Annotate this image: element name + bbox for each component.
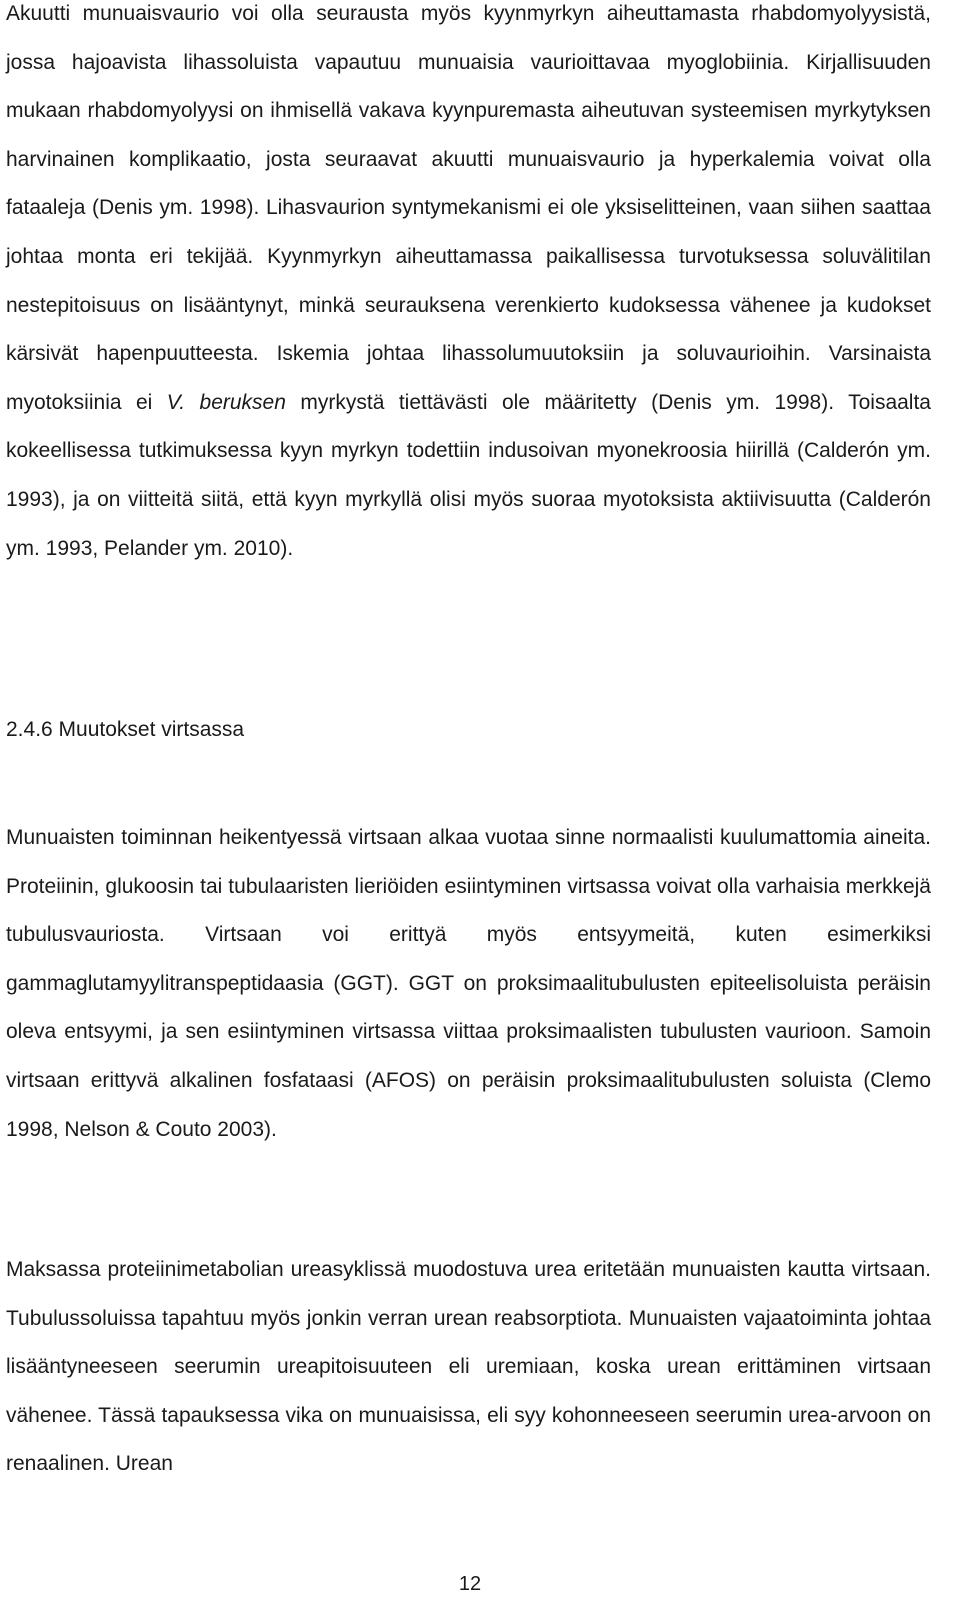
paragraph-urea: Maksassa proteiinimetabolian ureasyklissä muodostuva urea eritetään munuaisten kautta virtsaan. Tubulussoluissa tapahtuu myös jonkin verran urean reabsorptiota. Munuaisten vajaatoiminta johtaa lisääntyneeseen seerumin ureapitoisuuteen eli uremiaan, koska urean erittäminen virtsaan vähenee. Tässä tapauksessa vika on munuaisissa, eli syy kohonneeseen seerumin urea-arvoon on renaalinen. Urean — [6, 1258, 931, 1476]
paragraph-urine-changes: Munuaisten toiminnan heikentyessä virtsaan alkaa vuotaa sinne normaalisti kuulumattomia aineita. Proteiinin, glukoosin tai tubulaaristen lieriöiden esiintyminen virtsassa voivat olla varhaisia merkkejä tubulusvauriosta. Virtsaan voi erittyä myös entsyymeitä, kuten esimerkiksi gammaglutamyylitranspeptidaasia (GGT). GGT on proksimaalitubulusten epiteelisoluista peräisin oleva entsyymi, ja sen esiintyminen virtsassa viittaa proksimaalisten tubulusten vaurioon. Samoin virtsaan erittyvä alkalinen fosfataasi (AFOS) on peräisin proksimaalitubulusten soluista (Clemo 1998, Nelson & Couto 2003). — [6, 826, 931, 1141]
paragraph-rhabdomyolysis — [6, 0, 931, 573]
section-heading: 2.4.6 Muutokset virtsassa — [6, 718, 245, 741]
species-name-italic: V. beruksen — [166, 390, 286, 414]
page-number: 12 — [458, 1573, 482, 1595]
paragraph-rhabdomyolysis-text-2: myrkystä tiettävästi ole määritetty (Denis ym. 1998). Toisaalta kokeellisessa tutkimuksessa kyyn myrkyn todettiin indusoivan myonekroosia hiirillä (Calderón ym. 1993), ja on viitteitä siitä, että kyyn myrkyllä olisi myös suoraa myotoksista aktiivisuutta (Calderón ym. 1993, Pelander ym. 2010). — [6, 390, 931, 560]
paragraph-rhabdomyolysis-text-1: Akuutti munuaisvaurio voi olla seurausta myös kyynmyrkyn aiheuttamasta rhabdomyolyysistä, jossa hajoavista lihassoluista vapautuu munuaisia vaurioittavaa myoglobiinia. Kirjallisuuden mukaan rhabdomyolyysi on ihmisellä vakava kyynpuremasta aiheutuvan systeemisen myrkytyksen harvinainen komplikaatio, josta seuraavat akuutti munuaisvaurio ja hyperkalemia voivat olla fataaleja (Denis ym. 1998). Lihasvaurion syntymekanismi ei ole yksiselitteinen, vaan siihen saattaa johtaa monta eri tekijää. Kyynmyrkyn aiheuttamassa paikallisessa turvotuksessa soluvälitilan nestepitoisuus on lisääntynyt, minkä seurauksena verenkierto kudoksessa vähenee ja kudokset kärsivät hapenpuutteesta. Iskemia johtaa lihassolumuutoksiin ja soluvaurioihin. Varsinaista myotoksiinia ei — [6, 2, 931, 414]
